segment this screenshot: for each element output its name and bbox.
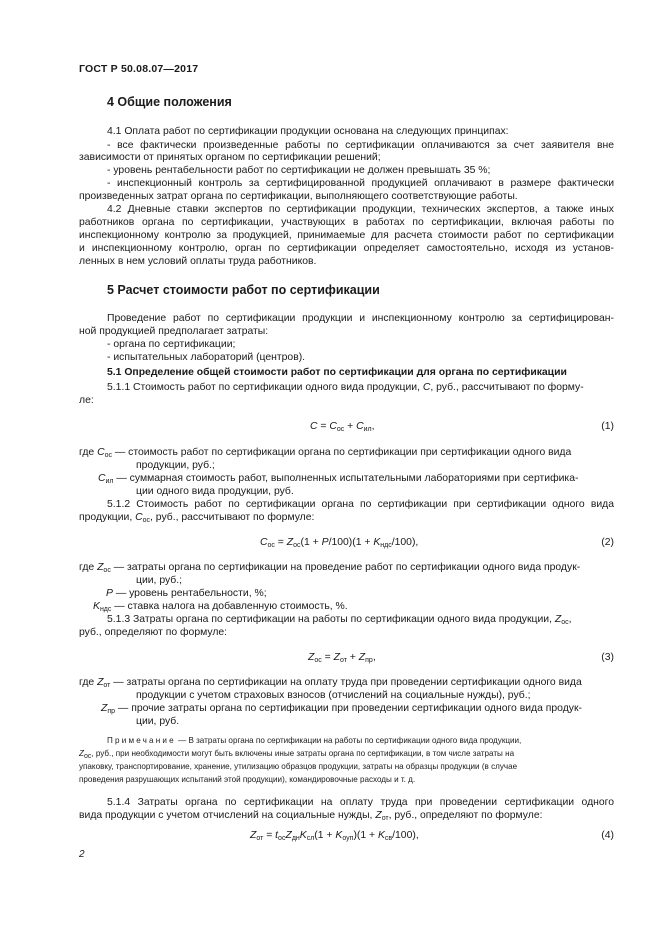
s5-item-2: - испытательных лабораторий (центров). [107,352,306,363]
para-5-1-3: 5.1.3 Затраты органа по сертификации на работы по сертификации одного вида продукции, $Z_{ос}$, [107,614,572,626]
para-5-1-4-cont: вида продукции с учетом отчислений на социальные нужды, $Z_{от}$, руб., определяют по формуле: [79,810,543,822]
s4-line-5: - инспекционный контроль за сертифицированной продукцией оплачивают в размере фактически [107,178,614,189]
formula-2: $C_{ос} = Z_{ос}(1 + P/100)(1 + K_{ндс}/100)$, [260,537,419,549]
s4-line-11: ленных в нем условий оплаты труда работников. [79,256,317,267]
formula-1-number: (1) [601,421,614,432]
s5-item-1: - органа по сертификации; [107,339,236,350]
para-5-1-3-cont: руб., определяют по формуле: [79,627,228,638]
s4-line-1: 4.1 Оплата работ по сертификации продукции основана на следующих принципах: [107,126,509,137]
formula-2-number: (2) [601,537,614,548]
para-5-1-2-cont: продукции, $C_{ос}$, руб., рассчитывают по формуле: [79,512,315,524]
para-5-1-1: 5.1.1 Стоимость работ по сертификации одного вида продукции, C, руб., рассчитывают по форму- [107,382,584,393]
s4-line-6: произведенных затрат органа по сертификации, выполняющего соответствующие работы. [79,191,518,202]
page-number: 2 [79,849,85,860]
para-5-1-1-end: ле: [79,395,94,406]
formula-3-number: (3) [601,652,614,663]
subsection-5-1-title: 5.1 Определение общей стоимости работ по сертификации для органа по сертификации [107,367,567,378]
formula-1: $C = C_{ос} + C_{ил}$, [310,421,375,433]
where-c-il-cont: ции одного вида продукции, руб. [136,486,294,497]
note-line-2: $Z_{ос}$, руб., при необходимости могут быть включены иные затраты органа по сертификации, в том числе затраты на [79,749,515,760]
where-z-os: где $Z_{ос}$ — затраты органа по сертификации на проведение работ по сертификации одного вида продук- [79,562,581,574]
section-4-title: 4 Общие положения [107,95,232,109]
s4-line-3: зависимости от принятых органом по сертификации решений; [79,152,381,163]
where-k-nds: $K_{ндс}$ — ставка налога на добавленную стоимость, %. [93,601,348,613]
s4-line-10: и инспекционному контролю, орган по сертификации определяет самостоятельно, исходя из установ- [79,243,614,254]
note-line-1: Примечание — В затраты органа по сертификации на работы по сертификации одного вида продукции, [107,736,522,745]
where-c-os-cont: продукции, руб.; [136,460,215,471]
s4-line-7: 4.2 Дневные ставки экспертов по сертификации продукции, технических экспертов, а также иных [107,204,614,215]
note-line-3: упаковку, транспортирование, хранение, утилизацию образцов продукции, затраты на образцы продукции (в случае [79,762,518,771]
where-z-pr: $Z_{пр}$ — прочие затраты органа по сертификации при проведении сертификации одного вида продук- [101,703,582,715]
section-5-title: 5 Расчет стоимости работ по сертификации [107,283,380,297]
note-line-4: проведения разрушающих испытаний этой продукции), командировочные расходы и т. д. [79,775,416,784]
where-z-ot: где $Z_{от}$ — затраты органа по сертификации на оплату труда при проведении сертификации одного вида [79,677,582,689]
s4-line-9: инспекционному контролю за продукцией, принимаемые для расчета стоимости работ по сертификации [79,230,614,241]
where-z-pr-cont: ции, руб. [136,716,180,727]
where-p: P — уровень рентабельности, %; [106,588,267,599]
para-5-1-4: 5.1.4 Затраты органа по сертификации на оплату труда при проведении сертификации одного [107,797,614,808]
formula-4-number: (4) [601,830,614,841]
where-z-ot-cont: продукции с учетом страховых взносов (отчислений на социальные нужды), руб.; [136,690,531,701]
s5-para-2: ной продукцией предполагает затраты: [79,326,269,337]
s5-para-1: Проведение работ по сертификации продукции и инспекционному контролю за сертифицирован- [107,313,614,324]
formula-3: $Z_{ос} = Z_{от} + Z_{пр}$, [308,652,376,664]
where-z-os-cont: ции, руб.; [136,575,183,586]
s4-line-4: - уровень рентабельности работ по сертификации не должен превышать 35 %; [107,165,491,176]
s4-line-8: работников органа по сертификации, участвующих в работах по сертификации, включая работы по [79,217,614,228]
where-c-il: $C_{ил}$ — суммарная стоимость работ, выполненных испытательными лабораториями при сертифика- [98,473,579,485]
s4-line-2: - все фактически произведенные работы по сертификации оплачиваются за счет заявителя вне [107,140,614,151]
para-5-1-2: 5.1.2 Стоимость работ по сертификации органа по сертификации при сертификации одного вида [107,499,614,510]
document-header: ГОСТ Р 50.08.07—2017 [79,63,199,75]
where-c-os: где $C_{ос}$ — стоимость работ по сертификации органа по сертификации при сертификации одного вида [79,447,572,459]
note-label: Примечание [107,736,176,745]
formula-4: $Z_{от} = t_{ос}Z_{дн}K_{сл}(1 + K_{оуп})(1 + K_{св}/100)$, [250,830,419,842]
